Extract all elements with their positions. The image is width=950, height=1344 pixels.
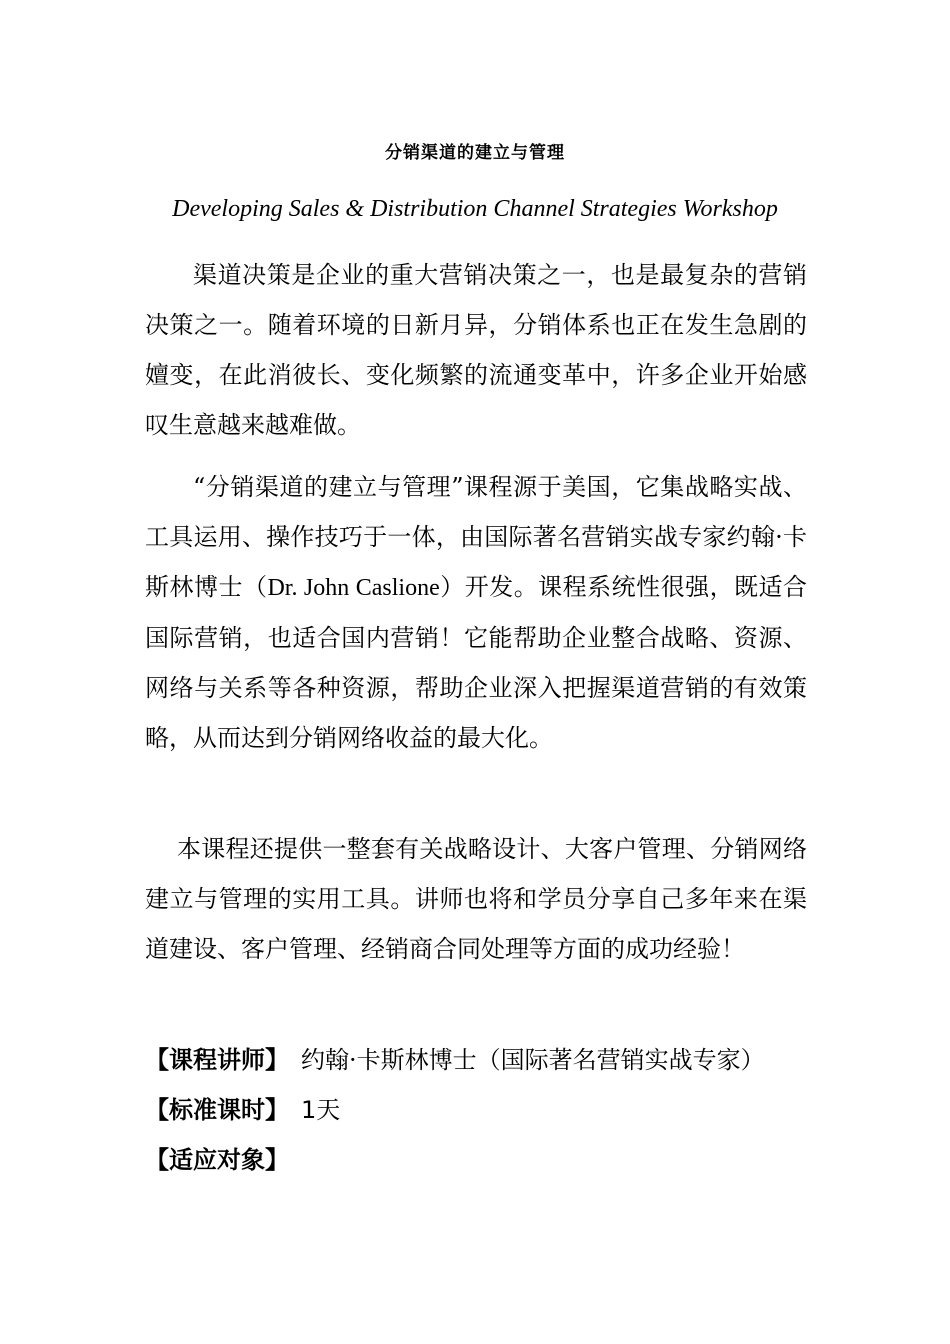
hours-label: 【标准课时】	[145, 1096, 289, 1124]
course-origin-text-end: ）开发。课程系统性很强，既适合国际营销，也适合国内营销！它能帮助企业整合战略、资源、网络与关系等各种资源，帮助企业深入把握渠道营销的有效策略，从而达到分销网络收益的最大化。	[145, 573, 808, 752]
info-row-lecturer	[145, 1035, 845, 1085]
intro-paragraph: 渠道决策是企业的重大营销决策之一，也是最复杂的营销决策之一。随着环境的日新月异，分销体系也正在发生急剧的嬗变，在此消彼长、变化频繁的流通变革中，许多企业开始感叹生意越来越难做。	[145, 261, 807, 439]
course-tools-paragraph: 本课程还提供一整套有关战略设计、大客户管理、分销网络建立与管理的实用工具。讲师也将和学员分享自己多年来在渠道建设、客户管理、经销商合同处理等方面的成功经验！	[145, 835, 807, 963]
info-row-audience	[145, 1135, 845, 1185]
course-origin-paragraph	[145, 462, 807, 763]
lecturer-label: 【课程讲师】	[145, 1046, 289, 1074]
hours-value: 1天	[301, 1096, 341, 1124]
audience-label: 【适应对象】	[145, 1146, 289, 1174]
course-origin-text-start: “分销渠道的建立与管理”课程源于美国，它集战略实战、工具运用、操作技巧于一体，由国际著名营销实战专家约翰·卡斯林博士（	[145, 473, 807, 601]
document-title-english: Developing Sales & Distribution Channel Strategies Workshop	[172, 196, 778, 222]
lecturer-value: 约翰·卡斯林博士（国际著名营销实战专家）	[301, 1046, 765, 1074]
info-row-hours	[145, 1085, 845, 1135]
instructor-english-name: Dr. John Caslione	[267, 575, 440, 601]
document-title-chinese: 分销渠道的建立与管理	[385, 143, 565, 163]
